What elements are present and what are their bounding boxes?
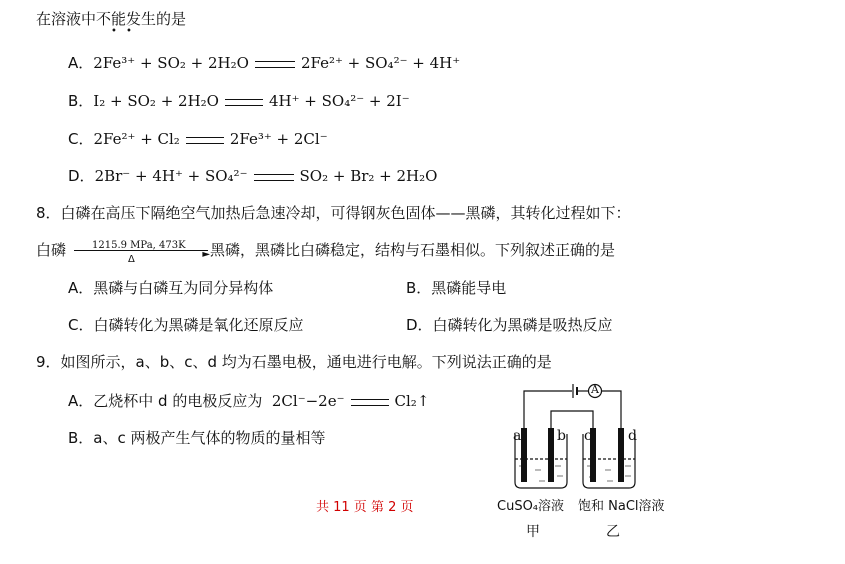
q8-option-a: A．黑磷与白磷互为同分异构体 (68, 279, 274, 297)
q8-option-d: D．白磷转化为黑磷是吸热反应 (406, 316, 613, 334)
q7-option-c: C．2Fe²⁺ + Cl₂ 2Fe³⁺ + 2Cl⁻ (68, 130, 328, 148)
electrode-b-label: b (557, 428, 566, 444)
ammeter-label: A (591, 383, 599, 396)
electrolysis-apparatus-diagram (495, 382, 685, 562)
electrode-a (521, 428, 527, 482)
beaker-yi-solution-label: 饱和 NaCl溶液 (578, 499, 665, 514)
electrode-d (618, 428, 624, 482)
q7-option-b: B．I₂ + SO₂ + 2H₂O 4H⁺ + SO₄²⁻ + 2I⁻ (68, 92, 410, 110)
question-8-stem: 8．白磷在高压下隔绝空气加热后急速冷却，可得钢灰色固体——黑磷，其转化过程如下： (36, 204, 631, 222)
q9-option-b: B．a、c 两极产生气体的物质的量相等 (68, 429, 326, 447)
beaker-jia-label: 甲 (526, 524, 540, 540)
beaker-yi-label: 乙 (606, 524, 620, 540)
electrode-c-label: c (584, 428, 592, 444)
q8-reaction-line: 白磷 1215.9 MPa, 473K ► Δ 黑磷，黑磷比白磷稳定，结构与石墨相似。下列叙述正确的是 (36, 240, 616, 265)
q8-option-c: C．白磷转化为黑磷是氧化还原反应 (68, 316, 304, 334)
emphasis-dot: • (111, 26, 117, 37)
q9-option-a: A．乙烧杯中 d 的电极反应为 2Cl⁻−2e⁻ Cl₂↑ (68, 392, 430, 410)
q8-option-b: B．黑磷能导电 (406, 279, 507, 297)
reaction-arrow: 1215.9 MPa, 473K ► Δ (68, 240, 208, 260)
q7-option-a: A．2Fe³⁺ + SO₂ + 2H₂O 2Fe²⁺ + SO₄²⁻ + 4H⁺ (68, 54, 461, 72)
emphasis-dot: • (126, 26, 132, 37)
beaker-jia-solution-label: CuSO₄溶液 (497, 499, 565, 514)
page-footer: 共 11 页 第 2 页 (316, 500, 414, 515)
question-9-stem: 9．如图所示，a、b、c、d 均为石墨电极，通电进行电解。下列说法正确的是 (36, 353, 552, 371)
electrode-a-label: a (513, 428, 522, 444)
q7-option-d: D．2Br⁻ + 4H⁺ + SO₄²⁻ SO₂ + Br₂ + 2H₂O (68, 167, 438, 185)
electrode-b (548, 428, 554, 482)
question-7-stem: 在溶液中不能发生的是 (36, 10, 187, 28)
electrode-d-label: d (628, 428, 637, 444)
